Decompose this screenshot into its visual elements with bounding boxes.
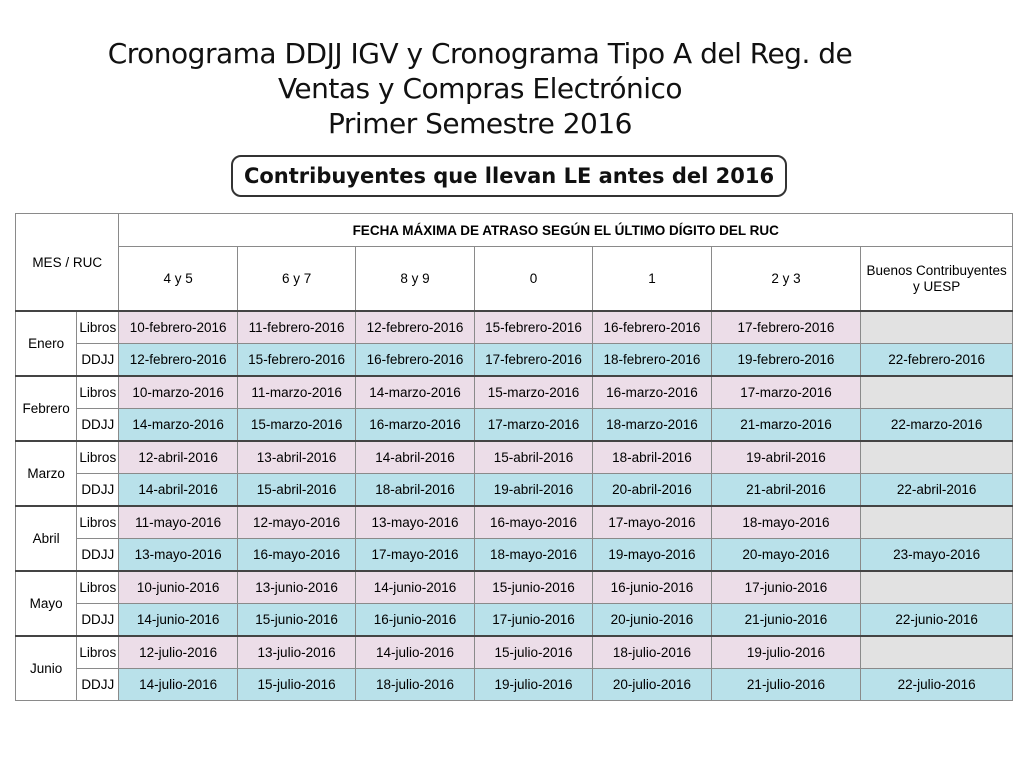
date-cell: 12-mayo-2016 [237,506,355,539]
date-cell: 17-marzo-2016 [474,409,592,442]
date-cell: 10-marzo-2016 [119,376,237,409]
table-row [16,571,1013,604]
date-cell: 15-abril-2016 [237,474,355,507]
date-cell: 19-febrero-2016 [711,344,861,377]
month-cell: Abril [16,506,77,571]
date-cell: 10-junio-2016 [119,571,237,604]
date-cell: 14-abril-2016 [356,441,474,474]
date-cell [861,636,1013,669]
date-cell: 13-julio-2016 [237,636,355,669]
date-cell: 14-junio-2016 [356,571,474,604]
row-type-label: Libros [77,571,119,604]
date-cell: 19-abril-2016 [474,474,592,507]
title-line-1: Cronograma DDJJ IGV y Cronograma Tipo A del Reg. de [107,37,853,70]
column-header: 4 y 5 [119,247,237,312]
month-cell: Junio [16,636,77,701]
table-row [16,344,1013,377]
date-cell: 18-mayo-2016 [711,506,861,539]
corner-header: MES / RUC [16,214,119,312]
month-cell: Mayo [16,571,77,636]
date-cell: 21-junio-2016 [711,604,861,637]
date-cell: 19-mayo-2016 [593,539,711,572]
date-cell: 12-julio-2016 [119,636,237,669]
date-cell: 18-abril-2016 [593,441,711,474]
table-row [16,474,1013,507]
row-type-label: DDJJ [77,344,119,377]
date-cell: 10-febrero-2016 [119,311,237,344]
date-cell: 17-mayo-2016 [356,539,474,572]
date-cell: 22-junio-2016 [861,604,1013,637]
date-cell: 13-junio-2016 [237,571,355,604]
date-cell: 19-abril-2016 [711,441,861,474]
date-cell: 22-marzo-2016 [861,409,1013,442]
column-header: 6 y 7 [237,247,355,312]
column-header: 8 y 9 [356,247,474,312]
table-body [16,311,1013,701]
date-cell: 19-julio-2016 [711,636,861,669]
schedule-table [15,213,1013,701]
column-header: 0 [474,247,592,312]
date-cell: 15-abril-2016 [474,441,592,474]
date-cell: 20-julio-2016 [593,669,711,701]
slide-title [40,36,920,141]
date-cell: 15-febrero-2016 [237,344,355,377]
date-cell: 14-marzo-2016 [119,409,237,442]
date-cell: 21-julio-2016 [711,669,861,701]
date-cell: 14-julio-2016 [119,669,237,701]
date-cell: 17-mayo-2016 [593,506,711,539]
subtitle-box [231,155,787,197]
row-type-label: Libros [77,506,119,539]
table-row [16,311,1013,344]
table-row [16,604,1013,637]
date-cell: 16-marzo-2016 [593,376,711,409]
table-row [16,441,1013,474]
date-cell: 16-junio-2016 [593,571,711,604]
row-type-label: Libros [77,376,119,409]
date-cell: 20-abril-2016 [593,474,711,507]
date-cell: 11-mayo-2016 [119,506,237,539]
date-cell: 19-julio-2016 [474,669,592,701]
date-cell: 14-junio-2016 [119,604,237,637]
table-row [16,636,1013,669]
table-row [16,506,1013,539]
date-cell: 18-julio-2016 [593,636,711,669]
date-cell: 13-abril-2016 [237,441,355,474]
row-type-label: DDJJ [77,409,119,442]
date-cell: 14-abril-2016 [119,474,237,507]
date-cell [861,311,1013,344]
row-type-label: Libros [77,441,119,474]
row-type-label: DDJJ [77,604,119,637]
row-type-label: DDJJ [77,539,119,572]
date-cell: 22-febrero-2016 [861,344,1013,377]
date-cell: 17-junio-2016 [474,604,592,637]
date-cell: 13-mayo-2016 [356,506,474,539]
date-cell: 21-marzo-2016 [711,409,861,442]
date-cell: 16-febrero-2016 [356,344,474,377]
date-cell: 12-febrero-2016 [119,344,237,377]
date-cell: 15-junio-2016 [237,604,355,637]
date-cell: 15-marzo-2016 [237,409,355,442]
table-row [16,669,1013,701]
date-cell: 15-marzo-2016 [474,376,592,409]
date-cell: 17-junio-2016 [711,571,861,604]
month-cell: Enero [16,311,77,376]
date-cell: 15-junio-2016 [474,571,592,604]
column-header: Buenos Contribuyentes y UESP [861,247,1013,312]
date-cell: 18-marzo-2016 [593,409,711,442]
date-cell: 23-mayo-2016 [861,539,1013,572]
row-type-label: DDJJ [77,474,119,507]
date-cell [861,376,1013,409]
date-cell: 17-febrero-2016 [711,311,861,344]
date-cell: 18-febrero-2016 [593,344,711,377]
row-type-label: Libros [77,311,119,344]
date-cell: 16-marzo-2016 [356,409,474,442]
date-cell [861,441,1013,474]
date-cell: 14-marzo-2016 [356,376,474,409]
month-cell: Marzo [16,441,77,506]
date-cell: 18-julio-2016 [356,669,474,701]
subtitle-text: Contribuyentes que llevan LE antes del 2016 [243,164,775,188]
date-cell: 16-junio-2016 [356,604,474,637]
date-cell: 11-febrero-2016 [237,311,355,344]
date-cell: 17-marzo-2016 [711,376,861,409]
table-row [16,539,1013,572]
date-cell: 12-febrero-2016 [356,311,474,344]
date-cell: 15-julio-2016 [237,669,355,701]
date-cell: 16-mayo-2016 [237,539,355,572]
date-cell: 22-julio-2016 [861,669,1013,701]
date-cell: 16-mayo-2016 [474,506,592,539]
date-cell: 11-marzo-2016 [237,376,355,409]
month-cell: Febrero [16,376,77,441]
column-header: 2 y 3 [711,247,861,312]
date-cell: 13-mayo-2016 [119,539,237,572]
date-cell: 16-febrero-2016 [593,311,711,344]
date-cell: 21-abril-2016 [711,474,861,507]
date-cell: 15-febrero-2016 [474,311,592,344]
date-cell: 20-junio-2016 [593,604,711,637]
date-cell: 18-mayo-2016 [474,539,592,572]
date-cell: 22-abril-2016 [861,474,1013,507]
group-header: FECHA MÁXIMA DE ATRASO SEGÚN EL ÚLTIMO DÍGITO DEL RUC [119,214,1013,247]
date-cell: 18-abril-2016 [356,474,474,507]
date-cell [861,571,1013,604]
date-cell: 12-abril-2016 [119,441,237,474]
date-cell: 20-mayo-2016 [711,539,861,572]
table-row [16,409,1013,442]
column-header: 1 [593,247,711,312]
row-type-label: Libros [77,636,119,669]
date-cell: 17-febrero-2016 [474,344,592,377]
date-cell: 14-julio-2016 [356,636,474,669]
date-cell: 15-julio-2016 [474,636,592,669]
title-line-3: Primer Semestre 2016 [328,107,632,140]
row-type-label: DDJJ [77,669,119,701]
table-row [16,376,1013,409]
date-cell [861,506,1013,539]
title-line-2: Ventas y Compras Electrónico [277,72,683,105]
